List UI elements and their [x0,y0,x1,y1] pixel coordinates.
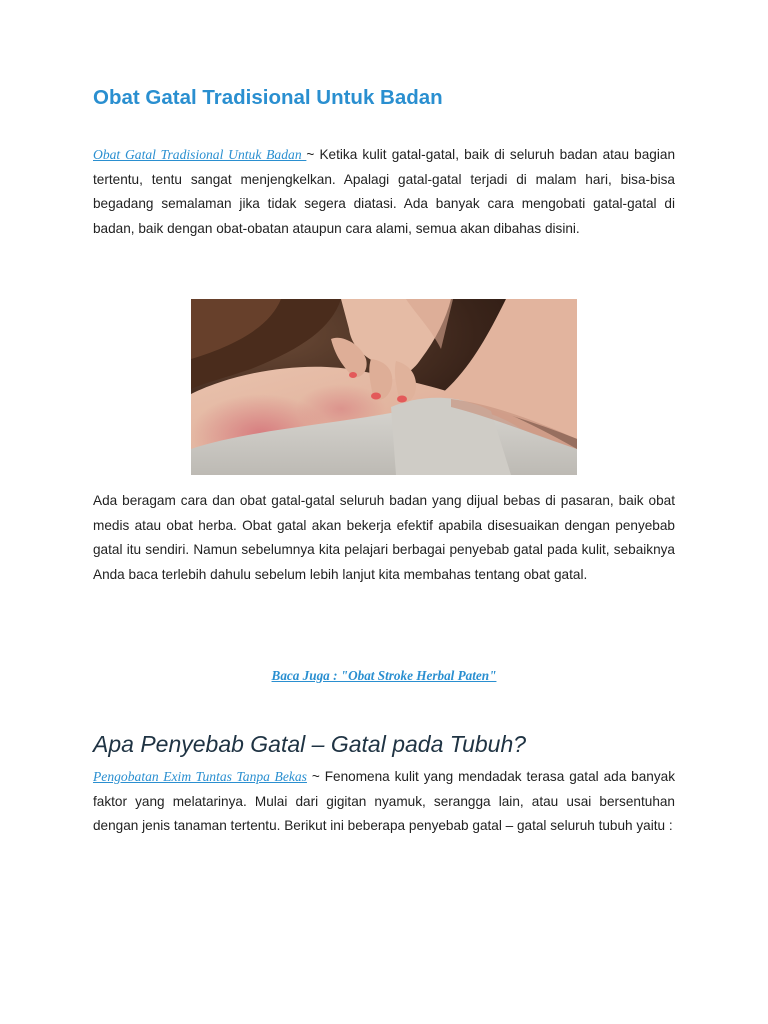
eczema-treatment-link[interactable]: Pengobatan Exim Tuntas Tanpa Bekas [93,769,307,784]
article-title: Obat Gatal Tradisional Untuk Badan [93,86,443,109]
scratching-back-photo [191,299,577,475]
causes-paragraph [93,765,675,839]
intro-text: ~ Ketika kulit gatal-gatal, baik di seluruh badan atau bagian tertentu, tentu sangat menjengkelkan. Apalagi gatal-gatal terjadi di malam hari, bisa-bisa begadang semalaman jika tidak segera diatasi. Ada banyak cara mengobati gatal-gatal di badan, baik dengan obat-obatan ataupun cara alami, semua akan dibahas disini. [93,147,676,236]
causes-text: ~ Fenomena kulit yang mendadak terasa gatal ada banyak faktor yang melatarinya. Mulai dari gigitan nyamuk, serangga lain, atau usai bersentuhan dengan jenis tanaman tertentu. Berikut ini beberapa penyebab gatal – gatal seluruh tubuh yaitu : [93,769,675,834]
intro-title-link[interactable]: Obat Gatal Tradisional Untuk Badan [93,147,307,162]
section-heading: Apa Penyebab Gatal – Gatal pada Tubuh? [93,731,527,757]
read-also-link[interactable]: Baca Juga : "Obat Stroke Herbal Paten" [271,668,497,683]
intro-paragraph [93,143,675,241]
causes-intro-paragraph: Ada beragam cara dan obat gatal-gatal seluruh badan yang dijual bebas di pasaran, baik obat medis atau obat herba. Obat gatal akan bekerja efektif apabila disesuaikan dengan penyebab gatal itu sendiri. Namun sebelumnya kita pelajari berbagai penyebab gatal pada kulit, sebaiknya Anda baca terlebih dahulu sebelum lebih lanjut kita membahas tentang obat gatal. [93,493,675,582]
